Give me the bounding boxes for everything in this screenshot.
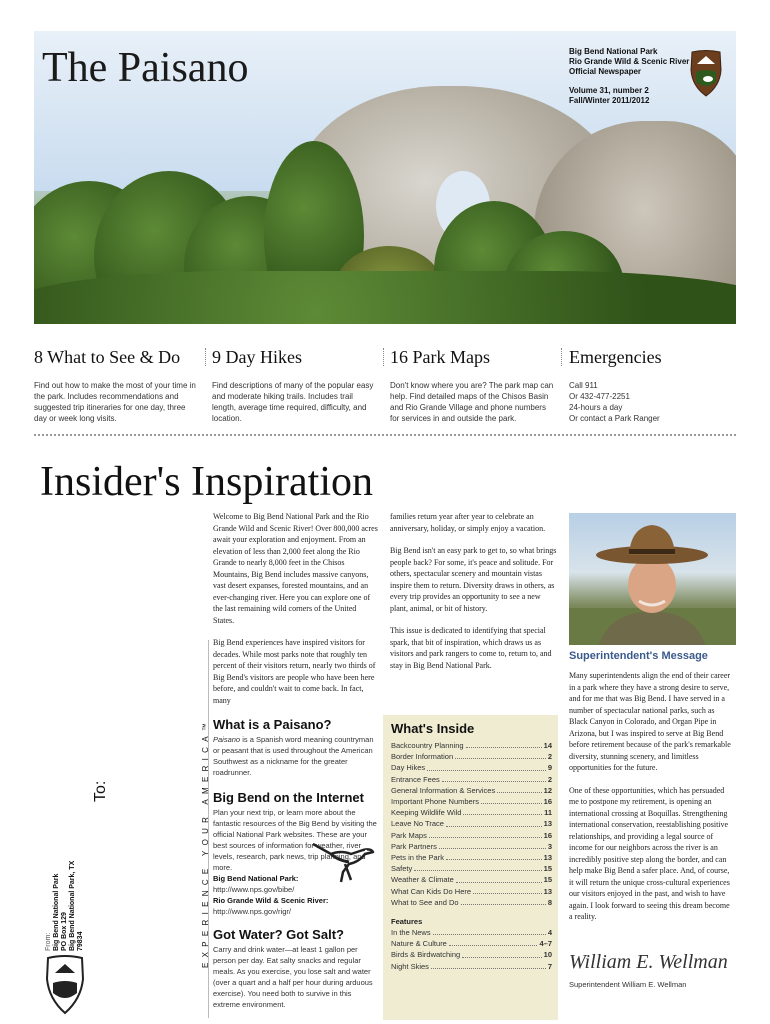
teaser-title: 9 Day Hikes [212,347,302,367]
toc-leader-dots [431,961,546,969]
toc-page-number: 8 [547,897,552,907]
toc-leader-dots [446,852,542,860]
toc-item-title: What Can Kids Do Here [391,886,472,896]
toc-item[interactable] [391,807,552,818]
emergency-line: Call 911 [569,381,598,390]
toc-page-number: 14 [543,741,552,750]
toc-item[interactable] [391,874,552,885]
toc-item-title: Leave No Trace [391,819,444,829]
toc-item[interactable] [391,927,552,938]
toc-page-number: 7 [547,961,552,971]
superintendent-message [569,670,734,934]
toc-page-number: 15 [543,875,552,885]
toc-item-title: Important Phone Numbers [391,797,479,807]
message-paragraph: One of these opportunities, which has persuaded me to postpone my retirement, is opening an international crossing at Boquillas. Strengthening international conservation, reestablishing positive relationships, and providing a legal source of income for our neighbors across the river is an incredibly positive step along the border, and can help make Big Bend a safer place. And, of course, it will return the unique cross-cultural experiences our visitors enjoyed in the past, and wish to have again. I look forward to seeing this dream become a reality. [569,785,730,921]
toc-leader-dots [433,927,546,935]
message-paragraph: Many superintendents align the end of their career in a park where they have a strong desire to serve, and for me that was Big Bend. I have served in a number of spectacular national parks, such as Black Canyon in Colorado, and Organ Pipe in Arizona, but I was inspired to serve at Big Bend before retirement because of the park's remarkable diversity, stunning scenery, and limitless opportunities for the future. [569,671,731,772]
teaser-text: Find descriptions of many of the popular easy and moderate hiking trails. Includes trail length, average time required, difficulty, and location. [212,381,374,423]
toc-page-number: 10 [543,950,552,960]
paisano-definition [213,734,380,778]
teaser-park-maps[interactable] [390,347,556,424]
toc-list [391,740,552,972]
toc-item[interactable] [391,740,552,751]
pub-line: Official Newspaper [569,67,642,76]
toc-item[interactable] [391,863,552,874]
teaser-title: 16 Park Maps [390,347,490,367]
toc-item-title: Border Information [391,752,454,762]
teaser-title: Emergencies [569,347,662,367]
table-of-contents [383,715,558,1020]
toc-item[interactable] [391,785,552,796]
emergency-info [569,380,735,424]
mailing-to-label: To: [92,780,109,802]
toc-page-number: 13 [543,886,552,896]
toc-page-number: 4 [547,928,552,938]
link-label: Rio Grande Wild & Scenic River: [213,896,329,905]
toc-leader-dots [446,818,542,826]
emergency-phone: Or 432-477-2251 [569,392,630,401]
pub-line: Big Bend National Park [569,47,658,56]
toc-item-title: Day Hikes [391,763,426,773]
tagline: EXPERIENCE YOUR AMERICA™ [201,717,210,968]
toc-page-number: 13 [543,819,552,829]
toc-page-number: 12 [543,785,552,795]
toc-item[interactable] [391,949,552,960]
article-paragraph: Welcome to Big Bend National Park and the Rio Grande Wild and Scenic River! Over 800,000 acres await your exploration and enjoyment. From an elevation of less than 2,000 feet along the Rio Grande to nearly 8,000 feet in the Chisos Mountains, Big Bend includes massive canyons, vast desert expanses, forested mountains, and an ever-changing river. Here you can explore one of the last remaining wild corners of the United States. [213,512,378,625]
toc-item[interactable] [391,886,552,897]
teaser-what-to-see[interactable] [34,347,198,424]
article-paragraph: families return year after year to celebrate an anniversary, holiday, or simply enjoy a vacation. [390,512,546,533]
superintendent-name: Superintendent William E. Wellman [569,980,687,989]
paisano-word: Paisano [213,735,241,744]
toc-leader-dots [442,774,546,782]
toc-item-title: Birds & Birdwatching [391,950,461,960]
toc-item[interactable] [391,774,552,785]
toc-item[interactable] [391,762,552,773]
toc-page-number: 13 [543,853,552,863]
link-label: Big Bend National Park: [213,874,299,883]
paisano-text: is a Spanish word meaning countryman or peasant that is used throughout the American Southwest as a nickname for the greater roadrunner. [213,735,374,777]
teaser-title: 8 What to See & Do [34,347,181,367]
address-line: 79834 [77,931,84,951]
toc-item-title: Weather & Climate [391,875,454,885]
superintendent-photo [569,513,736,645]
return-address [45,861,85,951]
toc-leader-dots [414,863,541,871]
toc-item[interactable] [391,818,552,829]
superintendent-heading: Superintendent's Message [569,650,708,662]
nps-arrowhead-icon [43,955,87,1015]
toc-page-number: 9 [547,763,552,773]
toc-item-title: Park Partners [391,841,437,851]
toc-leader-dots [473,886,542,894]
issue-season: Fall/Winter 2011/2012 [569,96,650,105]
toc-item-title: Pets in the Park [391,853,444,863]
toc-page-number: 4–7 [539,939,552,949]
toc-leader-dots [427,762,546,770]
teaser-day-hikes[interactable] [212,347,378,424]
article-column-1 [213,511,379,717]
toc-item[interactable] [391,841,552,852]
toc-item[interactable] [391,897,552,908]
nps-arrowhead-icon [688,50,724,98]
toc-item-title: In the News [391,928,431,938]
water-text: Carry and drink water—at least 1 gallon per person per day. Eat salty snacks and regular meals. As you exercise, you lose salt and water (over a quart and a half per hour during arduous exercise). You need both to survive in this extreme environment. [213,945,373,1009]
toc-item[interactable] [391,830,552,841]
bibe-link[interactable]: http://www.nps.gov/bibe/ [213,885,295,894]
internet-text: Plan your next trip, or learn more about the fantastic resources of the Big Bend by visiting the official National Park websites. These are your best sources of information for weather, river levels, research, park news, trip planning, and more. [213,808,377,872]
roadrunner-icon [311,840,377,884]
newspaper-title: The Paisano [42,45,249,91]
toc-item-title: Night Skies [391,961,429,971]
toc-leader-dots [462,949,541,957]
section-heading: Insider's Inspiration [40,459,374,505]
toc-item-title: Park Maps [391,830,427,840]
teaser-text: Find out how to make the most of your time in the park. Includes recommendations and suggested trip itineraries for one day, three day or week long visits. [34,381,196,423]
address-line: Big Bend National Park [53,873,60,951]
toc-leader-dots [463,807,542,815]
toc-leader-dots [461,897,546,905]
toc-item[interactable] [391,852,552,863]
toc-leader-dots [439,841,546,849]
toc-leader-dots [497,785,541,793]
address-line: Big Bend National Park, TX [69,860,76,951]
toc-item-title: Entrance Fees [391,774,440,784]
toc-page-number: 2 [547,752,552,762]
toc-item[interactable] [391,751,552,762]
water-heading: Got Water? Got Salt? [213,927,344,942]
pub-line: Rio Grande Wild & Scenic River [569,57,690,66]
toc-item[interactable] [391,938,552,949]
teaser-text: Don't know where you are? The park map can help. Find detailed maps of the Chisos Basin and Rio Grande Village and phone numbers for services in and outside the park. [390,381,554,423]
volume-number: Volume 31, number 2 [569,86,649,95]
toc-leader-dots [455,751,546,759]
section-divider [34,434,736,436]
article-column-2 [390,511,557,682]
toc-item-title: General Information & Services [391,785,496,795]
toc-leader-dots [466,740,542,748]
toc-item[interactable] [391,796,552,807]
toc-page-number: 3 [547,841,552,851]
article-paragraph: This issue is dedicated to identifying that special spark, that bit of inspiration, which draws us as visitors and park rangers to come to, return to, and stay in Big Bend National Park. [390,626,552,670]
signature: William E. Wellman [569,951,728,973]
from-label: From: [45,932,52,951]
toc-heading: What's Inside [391,721,475,736]
teaser-emergencies [569,347,735,424]
emergency-line: Or contact a Park Ranger [569,414,660,423]
internet-heading: Big Bend on the Internet [213,790,364,805]
toc-item-title: What to See and Do [391,897,459,907]
paisano-heading: What is a Paisano? [213,717,332,732]
toc-leader-dots [456,874,542,882]
toc-leader-dots [429,830,542,838]
toc-leader-dots [449,938,538,946]
toc-item-title: Nature & Culture [391,939,447,949]
toc-page-number: 16 [543,830,552,840]
toc-features-heading: Features [391,917,423,927]
toc-item-title: Backcountry Planning [391,741,464,750]
toc-page-number: 16 [543,797,552,807]
article-paragraph: Big Bend experiences have inspired visitors for decades. While most parks note that roughly ten percent of their visitors return, nearly two thirds of Big Bend's visitors are people who have been here before, and couldn't wait to come back. In fact, many [213,638,376,705]
toc-item-title: Keeping Wildlife Wild [391,808,462,818]
address-line: PO Box 129 [61,912,68,951]
toc-item[interactable] [391,961,552,972]
emergency-line: 24-hours a day [569,403,623,412]
toc-page-number: 2 [547,774,552,784]
toc-page-number: 11 [544,808,552,818]
publication-info [569,47,689,106]
toc-item-title: Safety [391,864,413,874]
article-paragraph: Big Bend isn't an easy park to get to, so what brings people back? For some, it's peace and solitude. For others, spectacular scenery and mountain vistas inspire them to return. Diversity draws in others, as every trip provides an opportunity to see a new plant, animal, or bit of history. [390,546,557,613]
toc-page-number: 15 [543,864,552,874]
toc-leader-dots [481,796,542,804]
rigr-link[interactable]: http://www.nps.gov/rigr/ [213,907,291,916]
